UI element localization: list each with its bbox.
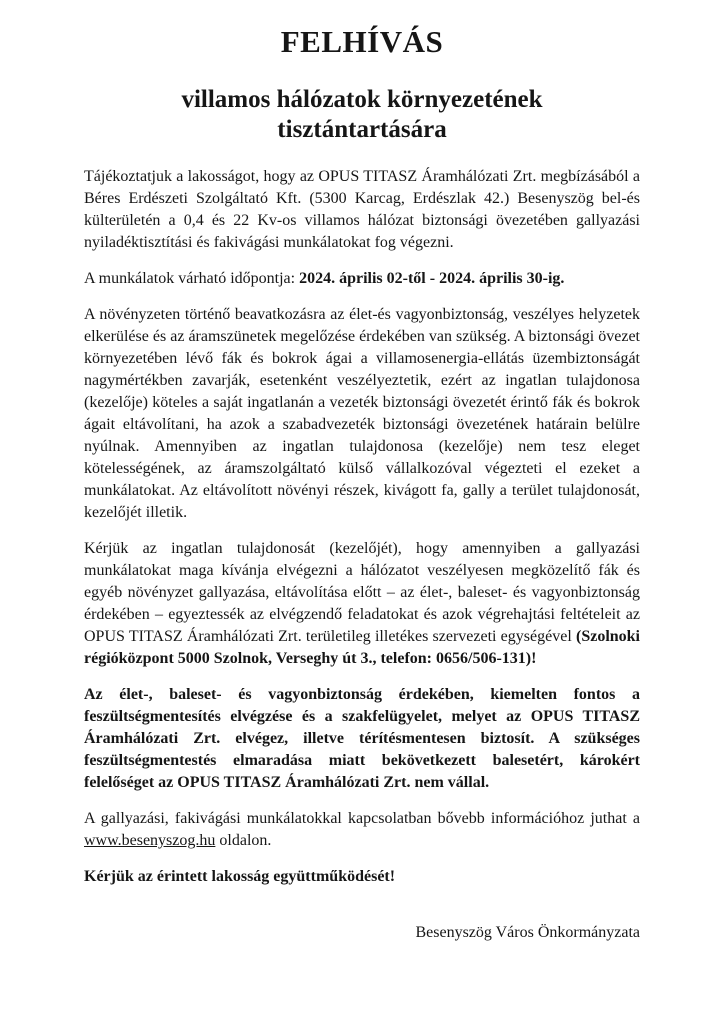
paragraph-info [84,808,640,852]
paragraph-cooperation [84,866,640,888]
request-contact: (Szolnoki régióközpont 5000 Szolnok, Verseghy út 3., telefon: 0656/506-131)! [84,628,640,667]
info-text-post: oldalon. [215,832,272,849]
liability-text: Az élet-, baleset- és vagyonbiztonság érdekében, kiemelten fontos a feszültségmentesítés elvégzése és a szakfelügyelet, melyet az OPUS TITASZ Áramhálózati Zrt. elvégez, illetve térítésmentesen biztosít. A szükséges feszültségmentestés elmaradása miatt bekövetkezett balesetért, károkért felelőséget az OPUS TITASZ Áramhálózati Zrt. nem vállal. [84,686,640,791]
document-subtitle: villamos hálózatok környezetének tisztántartására [181,86,543,143]
paragraph-request [84,538,640,670]
intro-text: Tájékoztatjuk a lakosságot, hogy az OPUS TITASZ Áramhálózati Zrt. megbízásából a Béres Erdészeti Szolgáltató Kft. (5300 Karcag, Erdészlak 42.) Besenyszög bel-és külterületén a 0,4 és 22 Kv-os villamos hálózat biztonsági övezetében gallyazási nyiladéktisztítási és fakivágási munkálatokat fog végezni. [84,168,640,251]
document-body [84,166,640,888]
cooperation-text: Kérjük az érintett lakosság együttműködését! [84,868,396,885]
paragraph-liability [84,684,640,794]
schedule-label: A munkálatok várható időpontja: [84,270,300,287]
document-title: FELHÍVÁS [280,24,444,59]
website-link[interactable]: www.besenyszog.hu [84,832,216,849]
safety-text: A növényzeten történő beavatkozásra az élet-és vagyonbiztonság, veszélyes helyzetek elkerülése és az áramszünetek megelőzése érdekében van szükség. A biztonsági övezet környezetében lévő fák és bokrok ágai a villamosenergia-ellátás üzembiztonságát nagymértékben zavarják, esetenként veszélyeztetik, ezért az ingatlan tulajdonosa (kezelője) köteles a saját ingatlanán a vezeték biztonsági övezetét érintő fák és bokrok ágait eltávolítani, ha azok a szabadvezeték biztonsági övezetének határain belülre nyúlnak. Amennyiben az ingatlan tulajdonosa (kezelője) nem tesz eleget kötelességének, az áramszolgáltató külső vállalkozóval végezteti el ezeket a munkálatokat. Az eltávolított növényi részek, kivágott fa, gally a terület tulajdonosát, kezelőjét illetik. [84,306,640,521]
request-text: Kérjük az ingatlan tulajdonosát (kezelőjét), hogy amennyiben a gallyazási munkálatokat maga kívánja elvégezni a hálózatot veszélyesen megközelítő fák és egyéb növényzet gallyazása, eltávolítása előtt – az élet-, baleset- és vagyonbiztonság érdekében – egyeztessék az elvégzendő feladatokat és azok végrehajtási feltételeit az OPUS TITASZ Áramhálózati Zrt. területileg illetékes szervezeti egységével [84,540,640,645]
info-text-pre: A gallyazási, fakivágási munkálatokkal kapcsolatban bővebb információhoz juthat a [84,810,640,827]
paragraph-schedule [84,268,640,290]
paragraph-intro [84,166,640,254]
paragraph-safety [84,304,640,524]
schedule-dates: 2024. április 02-től - 2024. április 30-ig. [299,270,565,287]
signature-line: Besenyszög Város Önkormányzata [415,924,640,941]
